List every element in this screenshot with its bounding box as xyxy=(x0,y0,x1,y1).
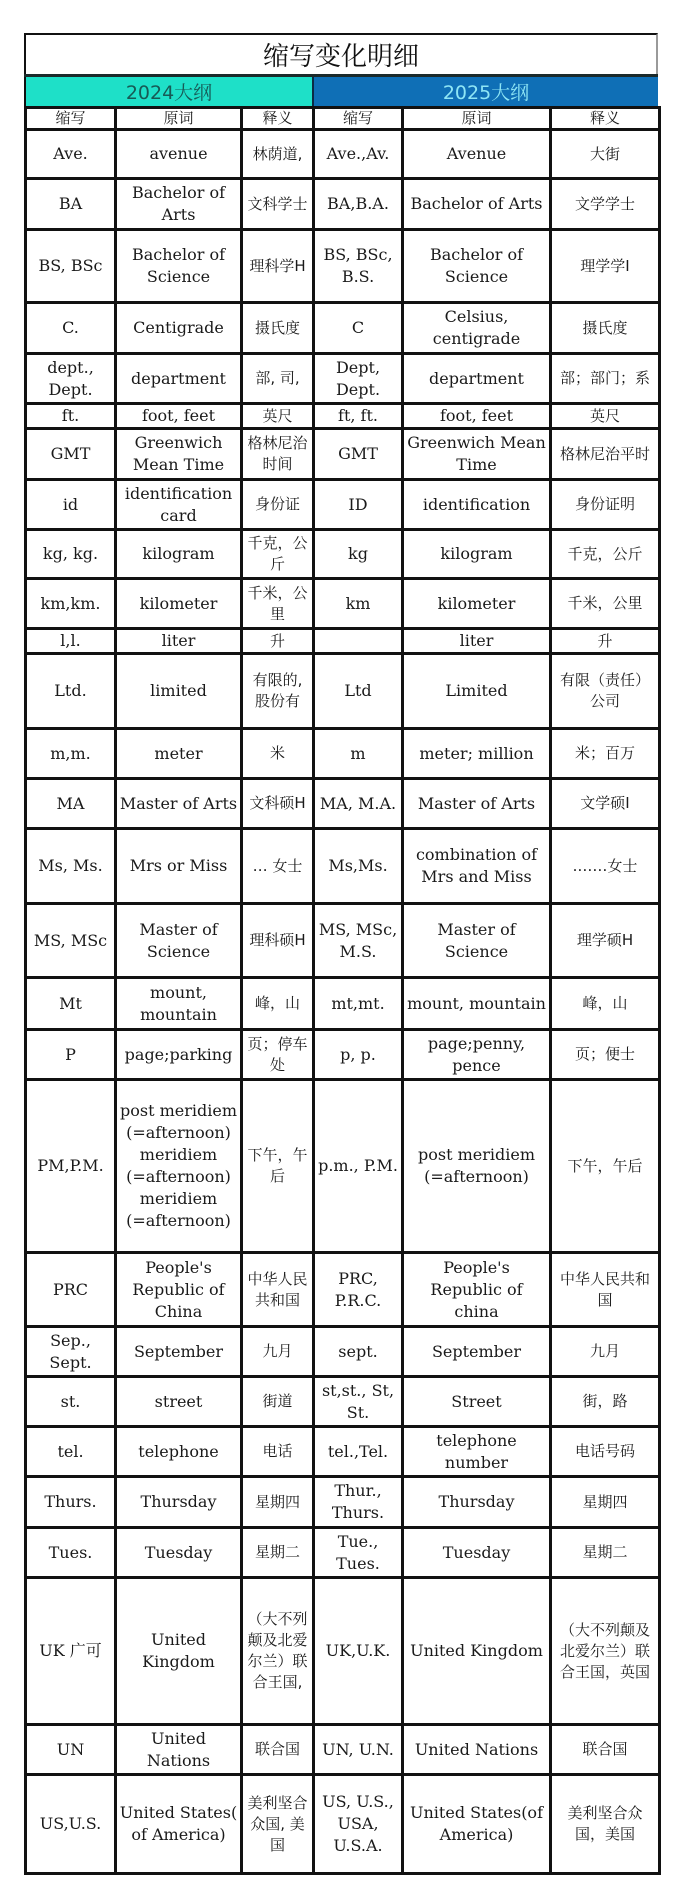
cell-abbr-2024: id xyxy=(26,480,116,530)
cell-word-2024: September xyxy=(116,1327,242,1377)
cell-meaning-2025: 理学硕H xyxy=(551,904,660,978)
table-row xyxy=(26,779,660,829)
cell-word-2024: post meridiem (=afternoon) meridiem (=afternoon) meridiem (=afternoon) xyxy=(116,1080,242,1253)
table-row xyxy=(26,1528,660,1578)
cell-meaning-2025: 峰，山 xyxy=(551,978,660,1030)
cell-abbr-2025: BS, BSc, B.S. xyxy=(314,230,403,303)
cell-word-2025: mount, mountain xyxy=(403,978,551,1030)
cell-abbr-2025: Tue., Tues. xyxy=(314,1528,403,1578)
cell-abbr-2025: sept. xyxy=(314,1327,403,1377)
cell-meaning-2025: 街，路 xyxy=(551,1377,660,1427)
cell-abbr-2024: BS, BSc xyxy=(26,230,116,303)
cell-word-2025: identification xyxy=(403,480,551,530)
band-2025: 2025大纲 xyxy=(312,77,658,106)
cell-word-2025: department xyxy=(403,354,551,404)
cell-word-2025: Greenwich Mean Time xyxy=(403,429,551,480)
cell-abbr-2025: p.m., P.M. xyxy=(314,1080,403,1253)
cell-meaning-2025: （大不列颠及北爱尔兰）联合王国，英国 xyxy=(551,1578,660,1725)
abbreviation-table xyxy=(24,106,661,1875)
cell-meaning-2025: 理学学I xyxy=(551,230,660,303)
cell-word-2024: department xyxy=(116,354,242,404)
cell-word-2025: Master of Arts xyxy=(403,779,551,829)
cell-meaning-2025: 页；便士 xyxy=(551,1030,660,1080)
cell-meaning-2025: 米；百万 xyxy=(551,729,660,779)
sheet-title: 缩写变化明细 xyxy=(24,33,658,74)
cell-word-2024: limited xyxy=(116,654,242,729)
cell-word-2025: combination of Mrs and Miss xyxy=(403,829,551,904)
table-row xyxy=(26,530,660,579)
cell-word-2024: avenue xyxy=(116,130,242,179)
cell-meaning-2024: 部, 司, xyxy=(242,354,314,404)
cell-word-2025: Bachelor of Science xyxy=(403,230,551,303)
table-row xyxy=(26,1253,660,1327)
cell-word-2024: identification card xyxy=(116,480,242,530)
table-row xyxy=(26,1427,660,1477)
cell-word-2025: Master of Science xyxy=(403,904,551,978)
cell-abbr-2025: Thur., Thurs. xyxy=(314,1477,403,1528)
cell-meaning-2024: 身份证 xyxy=(242,480,314,530)
table-row xyxy=(26,904,660,978)
cell-word-2025: Celsius, centigrade xyxy=(403,303,551,354)
cell-meaning-2024: 峰，山 xyxy=(242,978,314,1030)
cell-abbr-2024: Sep., Sept. xyxy=(26,1327,116,1377)
cell-meaning-2024: 米 xyxy=(242,729,314,779)
cell-meaning-2024: 千克，公斤 xyxy=(242,530,314,579)
cell-word-2024: kilogram xyxy=(116,530,242,579)
cell-word-2024: Bachelor of Science xyxy=(116,230,242,303)
cell-word-2025: Tuesday xyxy=(403,1528,551,1578)
table-row xyxy=(26,1080,660,1253)
cell-meaning-2024: 页；停车处 xyxy=(242,1030,314,1080)
cell-abbr-2024: US,U.S. xyxy=(26,1775,116,1874)
table-row xyxy=(26,729,660,779)
cell-meaning-2024: 理科学H xyxy=(242,230,314,303)
cell-abbr-2025: st,st., St, St. xyxy=(314,1377,403,1427)
cell-abbr-2024: MA xyxy=(26,779,116,829)
cell-abbr-2025: ft, ft. xyxy=(314,404,403,429)
cell-abbr-2024: ft. xyxy=(26,404,116,429)
cell-word-2025: Thursday xyxy=(403,1477,551,1528)
cell-abbr-2024: Ms, Ms. xyxy=(26,829,116,904)
cell-abbr-2024: l,l. xyxy=(26,629,116,654)
cell-meaning-2025: 文学硕I xyxy=(551,779,660,829)
table-row xyxy=(26,480,660,530)
cell-meaning-2025: 联合国 xyxy=(551,1725,660,1775)
cell-abbr-2024: Tues. xyxy=(26,1528,116,1578)
cell-word-2025: September xyxy=(403,1327,551,1377)
table-body xyxy=(26,130,660,1874)
cell-meaning-2024: 星期四 xyxy=(242,1477,314,1528)
cell-meaning-2025: 千克，公斤 xyxy=(551,530,660,579)
table-row xyxy=(26,404,660,429)
cell-meaning-2024: 联合国 xyxy=(242,1725,314,1775)
cell-meaning-2024: 格林尼治时间 xyxy=(242,429,314,480)
table-row xyxy=(26,978,660,1030)
cell-abbr-2024: UK 广可 xyxy=(26,1578,116,1725)
cell-meaning-2024: 有限的, 股份有 xyxy=(242,654,314,729)
table-row xyxy=(26,1327,660,1377)
cell-meaning-2024: 街道 xyxy=(242,1377,314,1427)
cell-word-2025: Bachelor of Arts xyxy=(403,179,551,230)
cell-abbr-2025: mt,mt. xyxy=(314,978,403,1030)
cell-abbr-2025: UK,U.K. xyxy=(314,1578,403,1725)
col-word-2024: 原词 xyxy=(116,108,242,130)
col-meaning-2025: 释义 xyxy=(551,108,660,130)
cell-meaning-2025: 有限（责任）公司 xyxy=(551,654,660,729)
table-row xyxy=(26,829,660,904)
cell-abbr-2025: C xyxy=(314,303,403,354)
cell-meaning-2025: 电话号码 xyxy=(551,1427,660,1477)
cell-word-2025: People's Republic of china xyxy=(403,1253,551,1327)
table-row xyxy=(26,303,660,354)
cell-abbr-2024: PRC xyxy=(26,1253,116,1327)
cell-abbr-2024: Ltd. xyxy=(26,654,116,729)
cell-word-2024: United States( of America) xyxy=(116,1775,242,1874)
cell-meaning-2025: 部；部门；系 xyxy=(551,354,660,404)
cell-abbr-2025: MA, M.A. xyxy=(314,779,403,829)
cell-word-2024: Master of Arts xyxy=(116,779,242,829)
cell-abbr-2024: Thurs. xyxy=(26,1477,116,1528)
column-header-row xyxy=(26,108,660,130)
cell-abbr-2025: PRC, P.R.C. xyxy=(314,1253,403,1327)
cell-abbr-2024: km,km. xyxy=(26,579,116,629)
cell-word-2024: foot, feet xyxy=(116,404,242,429)
cell-meaning-2024: 电话 xyxy=(242,1427,314,1477)
cell-word-2025: United Kingdom xyxy=(403,1578,551,1725)
cell-meaning-2024: 千米，公里 xyxy=(242,579,314,629)
cell-abbr-2025: tel.,Tel. xyxy=(314,1427,403,1477)
cell-meaning-2024: 文科硕H xyxy=(242,779,314,829)
cell-meaning-2025: 星期二 xyxy=(551,1528,660,1578)
cell-word-2024: Tuesday xyxy=(116,1528,242,1578)
cell-abbr-2024: P xyxy=(26,1030,116,1080)
cell-word-2025: page;penny, pence xyxy=(403,1030,551,1080)
cell-abbr-2024: C. xyxy=(26,303,116,354)
col-abbr-2024: 缩写 xyxy=(26,108,116,130)
col-abbr-2025: 缩写 xyxy=(314,108,403,130)
cell-word-2025: United Nations xyxy=(403,1725,551,1775)
table-row xyxy=(26,629,660,654)
table-row xyxy=(26,1578,660,1725)
cell-meaning-2025: 美利坚合众国，美国 xyxy=(551,1775,660,1874)
cell-abbr-2024: kg, kg. xyxy=(26,530,116,579)
cell-word-2024: United Kingdom xyxy=(116,1578,242,1725)
cell-abbr-2025: BA,B.A. xyxy=(314,179,403,230)
cell-word-2024: Bachelor of Arts xyxy=(116,179,242,230)
cell-abbr-2025: Ave.,Av. xyxy=(314,130,403,179)
table-row xyxy=(26,429,660,480)
cell-meaning-2024: 理科硕H xyxy=(242,904,314,978)
table-row xyxy=(26,179,660,230)
cell-meaning-2024: 下午，午后 xyxy=(242,1080,314,1253)
cell-abbr-2024: GMT xyxy=(26,429,116,480)
col-word-2025: 原词 xyxy=(403,108,551,130)
cell-word-2024: Centigrade xyxy=(116,303,242,354)
cell-meaning-2024: 文科学士 xyxy=(242,179,314,230)
cell-abbr-2025: Dept, Dept. xyxy=(314,354,403,404)
cell-word-2025: Street xyxy=(403,1377,551,1427)
cell-meaning-2025: 下午，午后 xyxy=(551,1080,660,1253)
cell-meaning-2025: 中华人民共和国 xyxy=(551,1253,660,1327)
cell-meaning-2024: 升 xyxy=(242,629,314,654)
cell-word-2025: Avenue xyxy=(403,130,551,179)
cell-abbr-2025: p, p. xyxy=(314,1030,403,1080)
cell-word-2025: telephone number xyxy=(403,1427,551,1477)
cell-word-2025: post meridiem (=afternoon) xyxy=(403,1080,551,1253)
cell-meaning-2024: （大不列颠及北爱尔兰）联合王国, xyxy=(242,1578,314,1725)
cell-abbr-2025: Ms,Ms. xyxy=(314,829,403,904)
cell-abbr-2025: Ltd xyxy=(314,654,403,729)
cell-word-2024: United Nations xyxy=(116,1725,242,1775)
cell-abbr-2025: US, U.S., USA, U.S.A. xyxy=(314,1775,403,1874)
cell-meaning-2025: 九月 xyxy=(551,1327,660,1377)
cell-word-2024: kilometer xyxy=(116,579,242,629)
cell-word-2024: meter xyxy=(116,729,242,779)
cell-meaning-2025: 升 xyxy=(551,629,660,654)
cell-word-2024: Greenwich Mean Time xyxy=(116,429,242,480)
cell-word-2025: kilogram xyxy=(403,530,551,579)
cell-word-2025: United States(of America) xyxy=(403,1775,551,1874)
cell-meaning-2024: 林荫道, xyxy=(242,130,314,179)
cell-word-2024: telephone xyxy=(116,1427,242,1477)
cell-abbr-2025: ID xyxy=(314,480,403,530)
cell-meaning-2025: 星期四 xyxy=(551,1477,660,1528)
cell-word-2025: kilometer xyxy=(403,579,551,629)
cell-word-2025: Limited xyxy=(403,654,551,729)
cell-meaning-2025: 英尺 xyxy=(551,404,660,429)
cell-abbr-2024: st. xyxy=(26,1377,116,1427)
cell-word-2024: page;parking xyxy=(116,1030,242,1080)
cell-abbr-2025 xyxy=(314,629,403,654)
cell-meaning-2024: 九月 xyxy=(242,1327,314,1377)
band-2024: 2024大纲 xyxy=(24,77,312,106)
cell-word-2024: Thursday xyxy=(116,1477,242,1528)
cell-meaning-2024: 英尺 xyxy=(242,404,314,429)
table-row xyxy=(26,1477,660,1528)
cell-meaning-2025: 格林尼治平时 xyxy=(551,429,660,480)
table-row xyxy=(26,354,660,404)
table-row xyxy=(26,579,660,629)
cell-abbr-2025: GMT xyxy=(314,429,403,480)
cell-word-2024: liter xyxy=(116,629,242,654)
cell-abbr-2025: km xyxy=(314,579,403,629)
col-meaning-2024: 释义 xyxy=(242,108,314,130)
cell-meaning-2024: 中华人民共和国 xyxy=(242,1253,314,1327)
cell-meaning-2025: 大街 xyxy=(551,130,660,179)
cell-meaning-2025: 身份证明 xyxy=(551,480,660,530)
cell-abbr-2024: Ave. xyxy=(26,130,116,179)
cell-meaning-2024: … 女士 xyxy=(242,829,314,904)
cell-word-2025: liter xyxy=(403,629,551,654)
cell-word-2024: mount, mountain xyxy=(116,978,242,1030)
table-row xyxy=(26,1377,660,1427)
cell-meaning-2025: 摄氏度 xyxy=(551,303,660,354)
cell-abbr-2025: m xyxy=(314,729,403,779)
cell-word-2025: meter; million xyxy=(403,729,551,779)
cell-abbr-2024: tel. xyxy=(26,1427,116,1477)
table-row xyxy=(26,230,660,303)
cell-abbr-2024: Mt xyxy=(26,978,116,1030)
cell-abbr-2024: MS, MSc xyxy=(26,904,116,978)
table-row xyxy=(26,1725,660,1775)
cell-meaning-2024: 美利坚合众国, 美国 xyxy=(242,1775,314,1874)
cell-abbr-2024: dept., Dept. xyxy=(26,354,116,404)
cell-meaning-2024: 摄氏度 xyxy=(242,303,314,354)
cell-meaning-2025: 千米，公里 xyxy=(551,579,660,629)
cell-word-2024: People's Republic of China xyxy=(116,1253,242,1327)
cell-word-2024: street xyxy=(116,1377,242,1427)
cell-meaning-2025: .……女士 xyxy=(551,829,660,904)
cell-abbr-2025: UN, U.N. xyxy=(314,1725,403,1775)
abbreviation-sheet xyxy=(24,33,658,1875)
cell-meaning-2024: 星期二 xyxy=(242,1528,314,1578)
cell-meaning-2025: 文学学士 xyxy=(551,179,660,230)
cell-word-2025: foot, feet xyxy=(403,404,551,429)
cell-abbr-2025: MS, MSc, M.S. xyxy=(314,904,403,978)
cell-abbr-2024: PM,P.M. xyxy=(26,1080,116,1253)
cell-word-2024: Master of Science xyxy=(116,904,242,978)
cell-abbr-2024: UN xyxy=(26,1725,116,1775)
table-row xyxy=(26,654,660,729)
cell-abbr-2024: m,m. xyxy=(26,729,116,779)
year-band xyxy=(24,74,658,106)
cell-abbr-2024: BA xyxy=(26,179,116,230)
cell-word-2024: Mrs or Miss xyxy=(116,829,242,904)
table-row xyxy=(26,1030,660,1080)
table-row xyxy=(26,1775,660,1874)
cell-abbr-2025: kg xyxy=(314,530,403,579)
table-row xyxy=(26,130,660,179)
